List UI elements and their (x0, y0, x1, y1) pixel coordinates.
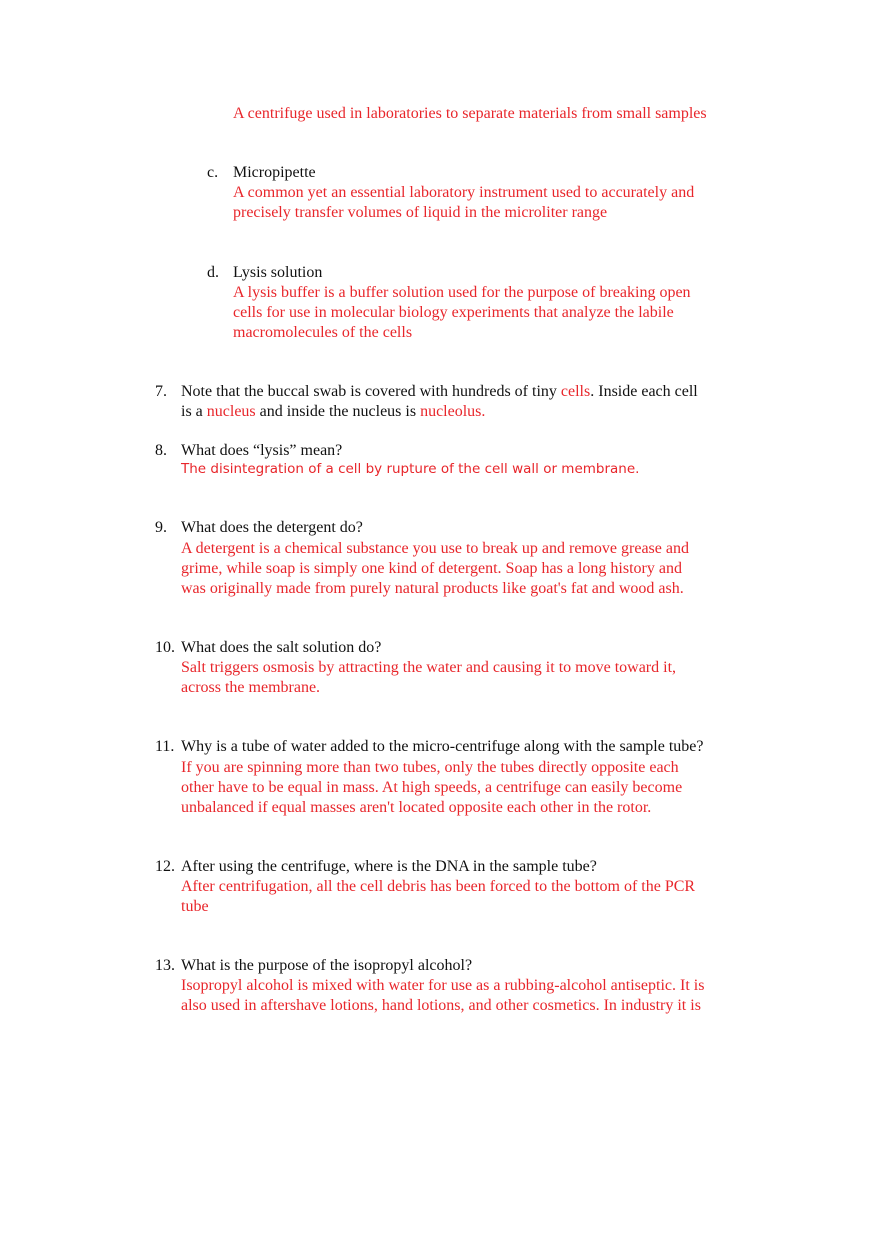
item-b-answer: A centrifuge used in laboratories to separate materials from small samples (233, 105, 707, 122)
item-d-answer-line: macromolecules of the cells (233, 324, 413, 341)
q7-line-2 (181, 402, 485, 422)
item-c-label: Micropipette (233, 164, 316, 181)
item-c-marker: c. (207, 164, 219, 181)
q10-question: What does the salt solution do? (181, 639, 382, 656)
q12-number: 12. (155, 858, 175, 875)
q13-answer-line: also used in aftershave lotions, hand lotions, and other cosmetics. In industry it is (181, 997, 701, 1014)
q13-question: What is the purpose of the isopropyl alcohol? (181, 957, 473, 974)
q11-number: 11. (155, 738, 175, 755)
q12-answer-line: tube (181, 898, 209, 915)
q8-question: What does “lysis” mean? (181, 442, 343, 459)
q12-answer-line: After centrifugation, all the cell debris has been forced to the bottom of the PCR (181, 878, 696, 895)
q11-question: Why is a tube of water added to the micro-centrifuge along with the sample tube? (181, 738, 704, 755)
item-d-marker: d. (207, 264, 219, 281)
q9-answer-line: A detergent is a chemical substance you use to break up and remove grease and (181, 540, 689, 557)
item-c-answer-line: precisely transfer volumes of liquid in the microliter range (233, 204, 608, 221)
q10-answer-line: Salt triggers osmosis by attracting the water and causing it to move toward it, (181, 659, 677, 676)
q11-answer-line: other have to be equal in mass. At high speeds, a centrifuge can easily become (181, 779, 683, 796)
q7-answer-nucleolus: nucleolus. (420, 403, 486, 420)
q7-text: Note that the buccal swab is covered with hundreds of tiny (181, 383, 561, 400)
q10-number: 10. (155, 639, 175, 656)
q12-question: After using the centrifuge, where is the DNA in the sample tube? (181, 858, 597, 875)
q9-answer-line: grime, while soap is simply one kind of detergent. Soap has a long history and (181, 560, 682, 577)
item-d-answer-line: A lysis buffer is a buffer solution used for the purpose of breaking open (233, 284, 691, 301)
q7-line-1 (181, 382, 698, 402)
item-c-answer-line: A common yet an essential laboratory instrument used to accurately and (233, 184, 695, 201)
q10-answer-line: across the membrane. (181, 679, 321, 696)
q11-answer-line: If you are spinning more than two tubes, only the tubes directly opposite each (181, 759, 679, 776)
q7-text: . Inside each cell (590, 383, 698, 400)
item-d-answer-line: cells for use in molecular biology experiments that analyze the labile (233, 304, 674, 321)
q13-number: 13. (155, 957, 175, 974)
q7-text: is a (181, 403, 207, 420)
q9-answer-line: was originally made from purely natural products like goat's fat and wood ash. (181, 580, 684, 597)
q8-number: 8. (155, 442, 167, 459)
item-d-label: Lysis solution (233, 264, 323, 281)
q11-answer-line: unbalanced if equal masses aren't located opposite each other in the rotor. (181, 799, 652, 816)
q13-answer-line: Isopropyl alcohol is mixed with water for use as a rubbing-alcohol antiseptic. It is (181, 977, 705, 994)
q9-number: 9. (155, 519, 167, 536)
q7-text: and inside the nucleus is (255, 403, 421, 420)
q9-question: What does the detergent do? (181, 519, 363, 536)
q7-number: 7. (155, 383, 167, 400)
q7-answer-cells: cells (560, 383, 591, 400)
q8-answer: The disintegration of a cell by rupture of the cell wall or membrane. (181, 461, 640, 477)
q7-answer-nucleus: nucleus (206, 403, 256, 420)
